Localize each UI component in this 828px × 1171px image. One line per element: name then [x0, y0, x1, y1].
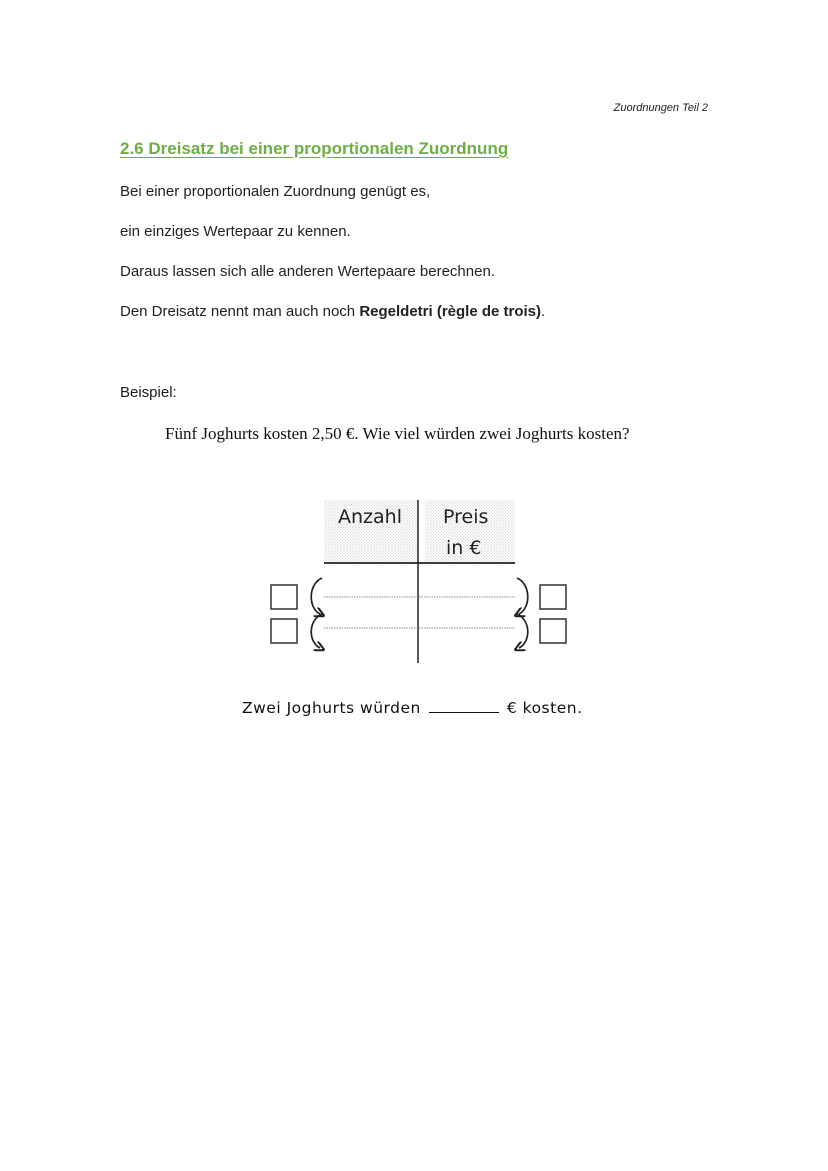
table-drawing — [262, 496, 582, 666]
paragraph-4 — [120, 303, 545, 320]
paragraph-4-prefix: Den Dreisatz nennt man auch noch — [120, 303, 360, 320]
dreisatz-table — [262, 496, 582, 666]
answer-blank[interactable] — [429, 711, 499, 713]
right-box-2 — [540, 619, 566, 643]
answer-sentence — [242, 699, 583, 717]
left-arrow-2 — [311, 614, 322, 648]
left-box-1 — [271, 585, 297, 609]
paragraph-3: Daraus lassen sich alle anderen Wertepaare berechnen. — [120, 263, 495, 280]
section-title: 2.6 Dreisatz bei einer proportionalen Zuordnung — [120, 139, 509, 158]
regeldetri-term: Regeldetri (règle de trois) — [359, 303, 542, 320]
answer-suffix: € kosten. — [506, 699, 583, 717]
header-in-euro: in € — [446, 537, 482, 559]
right-arrow-1 — [517, 578, 528, 614]
header-preis: Preis — [443, 506, 489, 528]
example-label: Beispiel: — [120, 384, 177, 401]
header-note: Zuordnungen Teil 2 — [613, 102, 708, 114]
right-box-1 — [540, 585, 566, 609]
header-anzahl: Anzahl — [338, 506, 402, 528]
left-arrow-1 — [311, 578, 322, 614]
paragraph-2: ein einziges Wertepaar zu kennen. — [120, 223, 351, 240]
left-box-2 — [271, 619, 297, 643]
example-task: Fünf Joghurts kosten 2,50 €. Wie viel würden zwei Joghurts kosten? — [165, 424, 630, 443]
answer-prefix: Zwei Joghurts würden — [242, 699, 421, 717]
paragraph-4-suffix: . — [541, 303, 546, 320]
paragraph-1: Bei einer proportionalen Zuordnung genügt es, — [120, 183, 431, 200]
right-arrow-2 — [517, 614, 528, 648]
